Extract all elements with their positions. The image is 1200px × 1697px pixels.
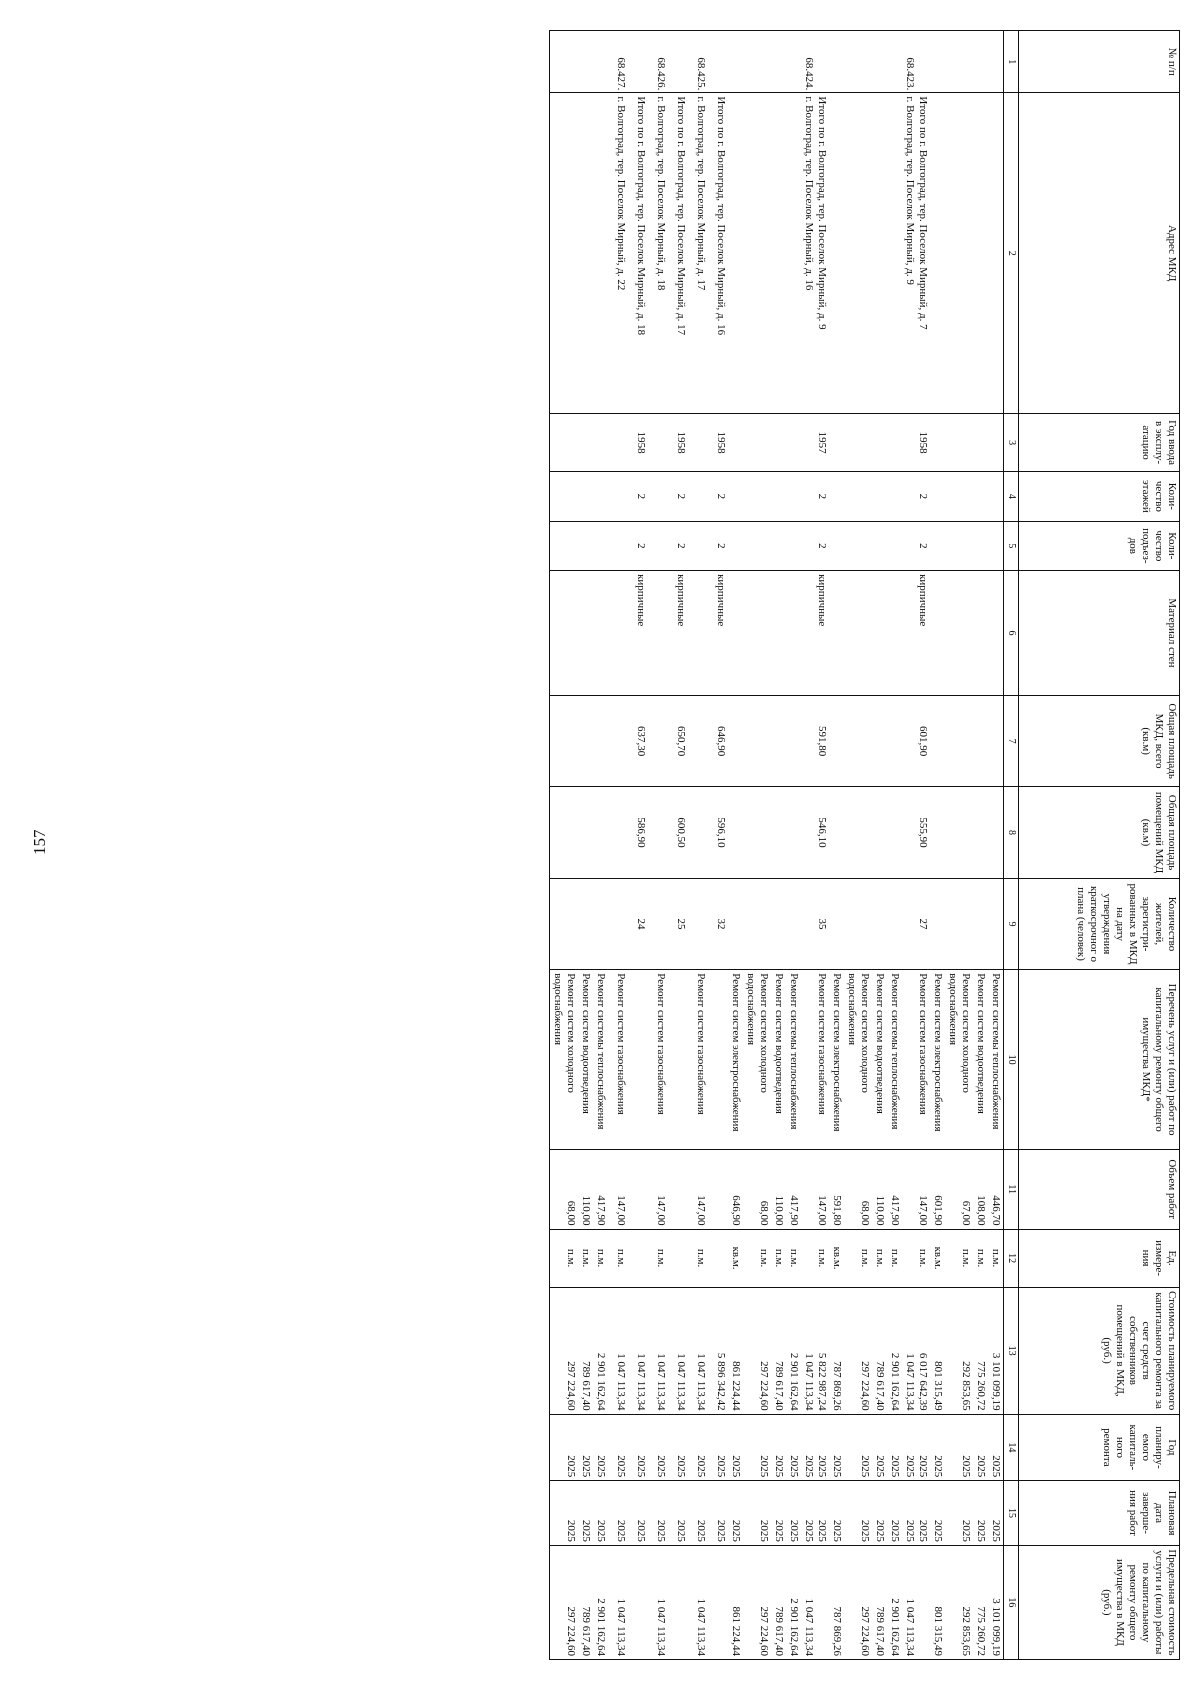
unit: п.м. — [786, 1229, 801, 1287]
unit: п.м. — [593, 1229, 608, 1287]
work-type: Ремонт систем водоотведения — [872, 970, 887, 1150]
table-row — [593, 31, 608, 1660]
residents: 24 — [628, 878, 648, 969]
column-number: 16 — [1004, 1545, 1019, 1659]
table-row — [801, 31, 829, 1660]
end-date: 2025 — [743, 1481, 771, 1546]
repair-year: 2025 — [930, 1414, 945, 1481]
limit-cost: 789 617,40 — [771, 1545, 786, 1659]
cost: 292 853,65 — [945, 1287, 973, 1414]
address-label: г. Волгоград, тер. Поселок Мирный, д. 17 — [688, 93, 708, 414]
cost: 1 047 113,34 — [608, 1287, 628, 1414]
work-type: Ремонт систем холодного водоснабжения — [844, 970, 872, 1150]
floors: 2 — [902, 472, 930, 521]
repair-year: 2025 — [988, 1414, 1004, 1481]
column-number: 6 — [1004, 571, 1019, 696]
unit: п.м. — [801, 1229, 829, 1287]
column-number: 7 — [1004, 695, 1019, 786]
entrances: 2 — [708, 521, 728, 570]
address-label: г. Волгоград, тер. Поселок Мирный, д. 22 — [608, 93, 628, 414]
end-date: 2025 2025 — [902, 1481, 930, 1546]
end-date: 2025 — [593, 1481, 608, 1546]
work-type: Ремонт системы теплоснабжения — [786, 970, 801, 1150]
end-date: 2025 — [628, 1481, 648, 1546]
total-label: Итого по г. Волгоград, тер. Поселок Мирный, д. 16 — [708, 93, 728, 414]
floors: 2 — [801, 472, 829, 521]
row-number: 68.427. — [608, 31, 628, 93]
unit: п.м. — [887, 1229, 902, 1287]
header-cell: Стоимость планируемого капитального ремонта за счет средств собственников помещений в МКД, (руб.) — [1019, 1287, 1180, 1414]
residents: 35 — [801, 878, 829, 969]
column-number: 12 — [1004, 1229, 1019, 1287]
cost: 789 617,40 — [771, 1287, 786, 1414]
cost: 6 017 642,39 1 047 113,34 — [902, 1287, 930, 1414]
work-volume: 110,00 — [578, 1149, 593, 1229]
unit: п.м. — [648, 1229, 668, 1287]
work-volume: 446,70 — [988, 1149, 1004, 1229]
limit-cost: 1 047 113,34 — [801, 1545, 829, 1659]
table-row — [648, 31, 668, 1660]
header-cell: Общая площадь МКД, всего (кв.м) — [1019, 695, 1180, 786]
residents: 32 — [708, 878, 728, 969]
repair-year: 2025 — [786, 1414, 801, 1481]
work-type: Ремонт систем газоснабжения — [648, 970, 668, 1150]
entrances: 2 — [668, 521, 688, 570]
repair-year: 2025 — [708, 1414, 728, 1481]
repair-year: 2025 — [771, 1414, 786, 1481]
repair-year: 2025 2025 — [801, 1414, 829, 1481]
floors: 2 — [668, 472, 688, 521]
header-cell: Количество жителей, зарегистри-рованных в МКД на дату утверждения краткосрочног о плана (человек) — [1019, 878, 1180, 969]
work-volume: 417,90 — [786, 1149, 801, 1229]
end-date: 2025 2025 — [801, 1481, 829, 1546]
address-label: г. Волгоград, тер. Поселок Мирный, д. 18 — [648, 93, 668, 414]
table-row — [786, 31, 801, 1660]
unit: п.м. — [688, 1229, 708, 1287]
floors: 2 — [628, 472, 648, 521]
limit-cost: 1 047 113,34 — [608, 1545, 628, 1659]
limit-cost: 787 869,26 — [829, 1545, 844, 1659]
work-volume: 646,90 — [728, 1149, 743, 1229]
work-volume: 591,80 — [829, 1149, 844, 1229]
column-number: 5 — [1004, 521, 1019, 570]
end-date: 2025 — [608, 1481, 628, 1546]
column-number: 11 — [1004, 1149, 1019, 1229]
cost: 1 047 113,34 — [688, 1287, 708, 1414]
work-volume: 417,90 — [887, 1149, 902, 1229]
total-label: Итого по г. Волгоград, тер. Поселок Мирный, д. 9 — [816, 96, 828, 330]
repair-year: 2025 — [628, 1414, 648, 1481]
cost: 801 315,49 — [930, 1287, 945, 1414]
cost: 789 617,40 — [872, 1287, 887, 1414]
column-number: 3 — [1004, 414, 1019, 472]
repair-year: 2025 — [728, 1414, 743, 1481]
work-type: Ремонт систем холодного водоснабжения — [550, 970, 579, 1150]
work-volume: 147,00 — [902, 1149, 930, 1229]
work-volume: 147,00 — [608, 1149, 628, 1229]
year-built: 1958 — [708, 414, 728, 472]
premises-area: 596,10 — [708, 787, 728, 878]
cost: 775 260,72 — [973, 1287, 988, 1414]
address-label: г. Волгоград, тер. Поселок Мирный, д. 16 — [803, 96, 815, 291]
limit-cost: 2 901 162,64 — [593, 1545, 608, 1659]
work-volume: 68,00 — [844, 1149, 872, 1229]
year-built: 1958 — [902, 414, 930, 472]
wall-material: кирпичные — [902, 571, 930, 696]
work-volume: 68,00 — [743, 1149, 771, 1229]
unit: п.м. — [550, 1229, 579, 1287]
address — [902, 93, 930, 414]
table-row — [728, 31, 743, 1660]
unit: кв.м. — [829, 1229, 844, 1287]
table-row — [973, 31, 988, 1660]
work-type: Ремонт систем газоснабжения — [801, 970, 829, 1150]
column-number: 1 — [1004, 31, 1019, 93]
address — [801, 93, 829, 414]
limit-cost: 801 315,49 — [930, 1545, 945, 1659]
column-number: 10 — [1004, 970, 1019, 1150]
header-cell: Ед. измере-ния — [1019, 1229, 1180, 1287]
end-date: 2025 — [786, 1481, 801, 1546]
unit: п.м. — [608, 1229, 628, 1287]
repair-year: 2025 — [550, 1414, 579, 1481]
end-date: 2025 — [648, 1481, 668, 1546]
limit-cost: 297 224,60 — [550, 1545, 579, 1659]
total-label: Итого по г. Волгоград, тер. Поселок Мирный, д. 17 — [668, 93, 688, 414]
end-date: 2025 — [829, 1481, 844, 1546]
repair-year: 2025 2025 — [902, 1414, 930, 1481]
cost: 1 047 113,34 — [668, 1287, 688, 1414]
end-date: 2025 — [930, 1481, 945, 1546]
table-row — [771, 31, 786, 1660]
limit-cost: 292 853,65 — [945, 1545, 973, 1659]
entrances: 2 — [628, 521, 648, 570]
work-type: Ремонт систем электроснабжения — [930, 970, 945, 1150]
entrances: 2 — [801, 521, 829, 570]
work-type: Ремонт системы теплоснабжения — [593, 970, 608, 1150]
column-number: 13 — [1004, 1287, 1019, 1414]
end-date: 2025 — [988, 1481, 1004, 1546]
header-cell: Общая площадь помещений МКД (кв.м) — [1019, 787, 1180, 878]
repair-year: 2025 — [872, 1414, 887, 1481]
header-row — [1019, 31, 1180, 1660]
limit-cost: 861 224,44 — [728, 1545, 743, 1659]
header-cell: Коли-чество этажей — [1019, 472, 1180, 521]
unit: п.м. — [771, 1229, 786, 1287]
end-date: 2025 — [973, 1481, 988, 1546]
end-date: 2025 — [728, 1481, 743, 1546]
column-number: 8 — [1004, 787, 1019, 878]
total-label: Итого по г. Волгоград, тер. Поселок Мирный, д. 7 — [917, 96, 929, 330]
repair-year: 2025 — [844, 1414, 872, 1481]
address-label: г. Волгоград, тер. Поселок Мирный, д. 9 — [904, 96, 916, 285]
work-volume: 147,00 — [688, 1149, 708, 1229]
column-number: 2 — [1004, 93, 1019, 414]
work-volume: 147,00 — [801, 1149, 829, 1229]
row-number: 68.423. — [902, 31, 930, 93]
work-type: Ремонт системы теплоснабжения — [988, 970, 1004, 1150]
work-type: Ремонт систем холодного водоснабжения — [743, 970, 771, 1150]
repair-year: 2025 — [578, 1414, 593, 1481]
work-volume: 68,00 — [550, 1149, 579, 1229]
total-area: 646,90 — [708, 695, 728, 786]
work-volume: 601,90 — [930, 1149, 945, 1229]
limit-cost: 1 047 113,34 — [902, 1545, 930, 1659]
header-cell: Плановая дата заверше-ния работ — [1019, 1481, 1180, 1546]
unit: п.м. — [844, 1229, 872, 1287]
capital-repair-table — [549, 30, 1180, 1660]
header-cell: Материал стен — [1019, 571, 1180, 696]
total-label: Итого по г. Волгоград, тер. Поселок Мирный, д. 18 — [628, 93, 648, 414]
premises-area: 555,90 — [902, 787, 930, 878]
limit-cost: 775 260,72 — [973, 1545, 988, 1659]
end-date: 2025 — [844, 1481, 872, 1546]
cost: 5 896 342,42 — [708, 1287, 728, 1414]
work-volume: 110,00 — [872, 1149, 887, 1229]
repair-year: 2025 — [945, 1414, 973, 1481]
end-date: 2025 — [945, 1481, 973, 1546]
limit-cost: 2 901 162,64 — [887, 1545, 902, 1659]
unit: п.м. — [945, 1229, 973, 1287]
header-cell: Год ввода в эксплу-атацию — [1019, 414, 1180, 472]
work-type: Ремонт систем электроснабжения — [728, 970, 743, 1150]
limit-cost: 1 047 113,34 — [648, 1545, 668, 1659]
table-row — [930, 31, 945, 1660]
rotated-page — [50, 30, 1180, 1660]
work-volume: 110,00 — [771, 1149, 786, 1229]
table-row — [708, 31, 728, 1660]
work-type: Ремонт систем газоснабжения — [902, 970, 930, 1150]
cost: 787 869,26 — [829, 1287, 844, 1414]
header-cell: Предельная стоимость услуги и (или) работы по капитальному ремонту общего имущества в МКД (руб.) — [1019, 1545, 1180, 1659]
premises-area: 546,10 — [801, 787, 829, 878]
header-cell: Коли-чество подъез-дов — [1019, 521, 1180, 570]
work-volume: 67,00 — [945, 1149, 973, 1229]
limit-cost: 789 617,40 — [872, 1545, 887, 1659]
cost: 1 047 113,34 — [648, 1287, 668, 1414]
work-type: Ремонт систем газоснабжения — [688, 970, 708, 1150]
column-number: 14 — [1004, 1414, 1019, 1481]
limit-cost: 789 617,40 — [578, 1545, 593, 1659]
limit-cost: 2 901 162,64 — [786, 1545, 801, 1659]
unit: п.м. — [973, 1229, 988, 1287]
work-volume: 147,00 — [648, 1149, 668, 1229]
unit: п.м. — [743, 1229, 771, 1287]
end-date: 2025 — [872, 1481, 887, 1546]
cost: 2 901 162,64 — [786, 1287, 801, 1414]
table-row — [872, 31, 887, 1660]
end-date: 2025 — [668, 1481, 688, 1546]
repair-year: 2025 — [668, 1414, 688, 1481]
cost: 297 224,60 — [844, 1287, 872, 1414]
repair-year: 2025 — [608, 1414, 628, 1481]
limit-cost: 297 224,60 — [743, 1545, 771, 1659]
work-type: Ремонт систем водоотведения — [771, 970, 786, 1150]
limit-cost: 3 101 099,19 — [988, 1545, 1004, 1659]
table-row — [887, 31, 902, 1660]
residents: 25 — [668, 878, 688, 969]
cost: 3 101 099,19 — [988, 1287, 1004, 1414]
repair-year: 2025 — [688, 1414, 708, 1481]
table-row — [988, 31, 1004, 1660]
table-row — [743, 31, 771, 1660]
wall-material: кирпичные — [708, 571, 728, 696]
unit: кв.м. — [728, 1229, 743, 1287]
work-type: Ремонт систем электроснабжения — [829, 970, 844, 1150]
end-date: 2025 — [578, 1481, 593, 1546]
total-area: 591,80 — [801, 695, 829, 786]
limit-cost: 1 047 113,34 — [688, 1545, 708, 1659]
table-row — [608, 31, 628, 1660]
wall-material: кирпичные — [801, 571, 829, 696]
repair-year: 2025 — [593, 1414, 608, 1481]
unit: п.м. — [578, 1229, 593, 1287]
wall-material: кирпичные — [668, 571, 688, 696]
row-number: 68.424. — [801, 31, 829, 93]
total-area: 637,30 — [628, 695, 648, 786]
end-date: 2025 — [887, 1481, 902, 1546]
repair-year: 2025 — [887, 1414, 902, 1481]
entrances: 2 — [902, 521, 930, 570]
cost: 789 617,40 — [578, 1287, 593, 1414]
table-row — [668, 31, 688, 1660]
unit: п.м. — [902, 1229, 930, 1287]
end-date: 2025 — [708, 1481, 728, 1546]
cost: 297 224,60 — [550, 1287, 579, 1414]
unit: п.м. — [988, 1229, 1004, 1287]
header-cell: Год планиру-емого капиталь-ного ремонта — [1019, 1414, 1180, 1481]
total-area: 650,70 — [668, 695, 688, 786]
header-cell: Адрес МКД — [1019, 93, 1180, 414]
column-number: 4 — [1004, 472, 1019, 521]
end-date: 2025 — [688, 1481, 708, 1546]
residents: 27 — [902, 878, 930, 969]
cost: 2 901 162,64 — [593, 1287, 608, 1414]
table-row — [844, 31, 872, 1660]
work-type: Ремонт систем холодного водоснабжения — [945, 970, 973, 1150]
header-cell: № п/п — [1019, 31, 1180, 93]
unit: п.м. — [872, 1229, 887, 1287]
work-type: Ремонт системы теплоснабжения — [887, 970, 902, 1150]
wall-material: кирпичные — [628, 571, 648, 696]
cost: 5 822 987,24 1 047 113,34 — [801, 1287, 829, 1414]
table-row — [829, 31, 844, 1660]
column-number: 15 — [1004, 1481, 1019, 1546]
premises-area: 600,50 — [668, 787, 688, 878]
end-date: 2025 — [771, 1481, 786, 1546]
cost: 861 224,44 — [728, 1287, 743, 1414]
row-number: 68.425. — [688, 31, 708, 93]
header-cell: Объем работ — [1019, 1149, 1180, 1229]
table-row — [688, 31, 708, 1660]
premises-area: 586,90 — [628, 787, 648, 878]
repair-year: 2025 — [648, 1414, 668, 1481]
year-built: 1958 — [628, 414, 648, 472]
row-number: 68.426. — [648, 31, 668, 93]
column-number: 9 — [1004, 878, 1019, 969]
table-row — [628, 31, 648, 1660]
header-cell: Перечень услуг и (или) работ по капитальному ремонту общего имущества МКД* — [1019, 970, 1180, 1150]
repair-year: 2025 — [743, 1414, 771, 1481]
table-row — [578, 31, 593, 1660]
column-number-row — [1004, 31, 1019, 1660]
cost: 1 047 113,34 — [628, 1287, 648, 1414]
table-row — [945, 31, 973, 1660]
repair-year: 2025 — [829, 1414, 844, 1481]
floors: 2 — [708, 472, 728, 521]
work-volume: 417,90 — [593, 1149, 608, 1229]
total-area: 601,90 — [902, 695, 930, 786]
unit: кв.м. — [930, 1229, 945, 1287]
work-type: Ремонт систем водоотведения — [578, 970, 593, 1150]
work-type: Ремонт систем газоснабжения — [608, 970, 628, 1150]
year-built: 1958 — [668, 414, 688, 472]
table-row — [902, 31, 930, 1660]
repair-year: 2025 — [973, 1414, 988, 1481]
cost: 297 224,60 — [743, 1287, 771, 1414]
cost: 2 901 162,64 — [887, 1287, 902, 1414]
limit-cost: 297 224,60 — [844, 1545, 872, 1659]
table-row — [550, 31, 579, 1660]
year-built: 1957 — [801, 414, 829, 472]
page-number: 157 — [30, 829, 49, 855]
work-type: Ремонт систем водоотведения — [973, 970, 988, 1150]
work-volume: 108,00 — [973, 1149, 988, 1229]
end-date: 2025 — [550, 1481, 579, 1546]
